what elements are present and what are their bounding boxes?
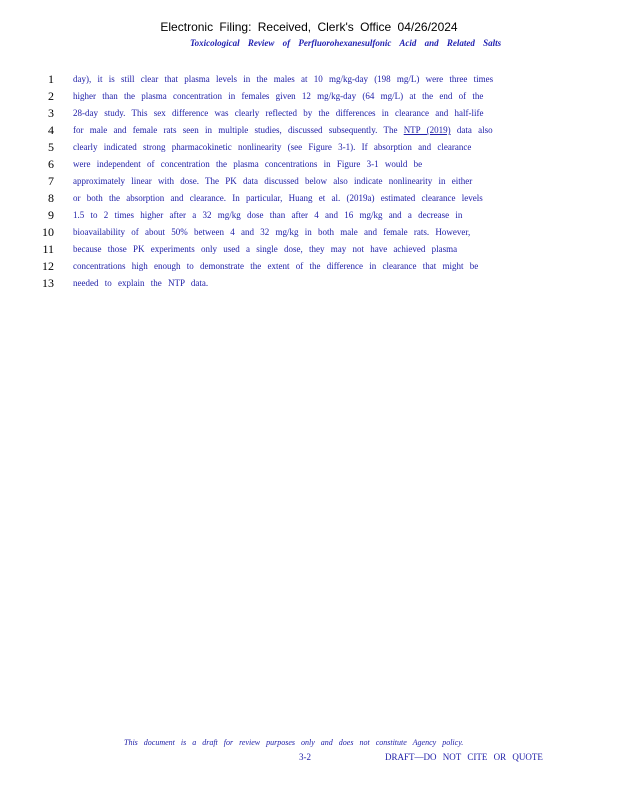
line-number: 9 — [48, 208, 54, 222]
text-line — [0, 173, 618, 190]
text-line — [0, 156, 618, 173]
text-line — [0, 241, 618, 258]
text-line — [0, 275, 618, 292]
line-text-segment: for male and female rats seen in multiple studies, discussed subsequently. The — [73, 125, 404, 135]
line-text: 28-day study. This sex difference was clearly reflected by the differences in clearance and half-life — [73, 108, 484, 118]
line-number: 1 — [48, 72, 54, 86]
page-number: 3-2 — [299, 752, 311, 762]
body-text — [0, 71, 618, 292]
line-number: 13 — [42, 276, 54, 290]
line-text: because those PK experiments only used a single dose, they may not have achieved plasma — [73, 244, 458, 254]
text-line — [0, 139, 618, 156]
line-number: 3 — [48, 106, 54, 120]
text-line — [0, 207, 618, 224]
line-text: bioavailability of about 50% between 4 and 32 mg/kg in both male and female rats. However, — [73, 227, 471, 237]
text-line — [0, 105, 618, 122]
line-number: 11 — [42, 242, 54, 256]
line-text-segment: data also — [450, 125, 493, 135]
text-line — [0, 258, 618, 275]
text-line — [0, 224, 618, 241]
running-head: Toxicological Review of Perfluorohexanesulfonic Acid and Related Salts — [190, 38, 502, 48]
text-line — [0, 122, 618, 139]
line-text: day), it is still clear that plasma levels in the males at 10 mg/kg-day (198 mg/L) were three times — [73, 74, 494, 84]
line-text: 1.5 to 2 times higher after a 32 mg/kg dose than after 4 and 16 mg/kg and a decrease in — [73, 210, 463, 220]
line-number: 2 — [48, 89, 54, 103]
text-line — [0, 190, 618, 207]
text-line — [0, 71, 618, 88]
line-text: clearly indicated strong pharmacokinetic nonlinearity (see Figure 3-1). If absorption and clearance — [73, 142, 472, 152]
line-number: 4 — [48, 123, 54, 137]
ntp-2019-citation-link[interactable]: NTP (2019) — [403, 125, 451, 135]
line-number: 6 — [48, 157, 54, 171]
filing-stamp: Electronic Filing: Received, Clerk's Office 04/26/2024 — [160, 20, 458, 34]
line-number: 7 — [48, 174, 54, 188]
line-text: higher than the plasma concentration in females given 12 mg/kg-day (64 mg/L) at the end of the — [73, 91, 484, 101]
line-text: concentrations high enough to demonstrate the extent of the difference in clearance that might be — [73, 261, 479, 271]
draft-notice: DRAFT—DO NOT CITE OR QUOTE — [385, 752, 543, 762]
footer-disclaimer: This document is a draft for review purposes only and does not constitute Agency policy. — [124, 738, 464, 747]
text-line — [0, 88, 618, 105]
line-number: 10 — [42, 225, 54, 239]
line-text: needed to explain the NTP data. — [73, 278, 209, 288]
line-text: or both the absorption and clearance. In particular, Huang et al. (2019a) estimated clearance levels — [73, 193, 483, 203]
line-text: approximately linear with dose. The PK data discussed below also indicate nonlinearity in either — [73, 176, 473, 186]
line-number: 12 — [42, 259, 54, 273]
line-number: 8 — [48, 191, 54, 205]
line-number: 5 — [48, 140, 54, 154]
line-text — [73, 122, 538, 139]
line-text: were independent of concentration the plasma concentrations in Figure 3-1 would be — [73, 159, 423, 169]
